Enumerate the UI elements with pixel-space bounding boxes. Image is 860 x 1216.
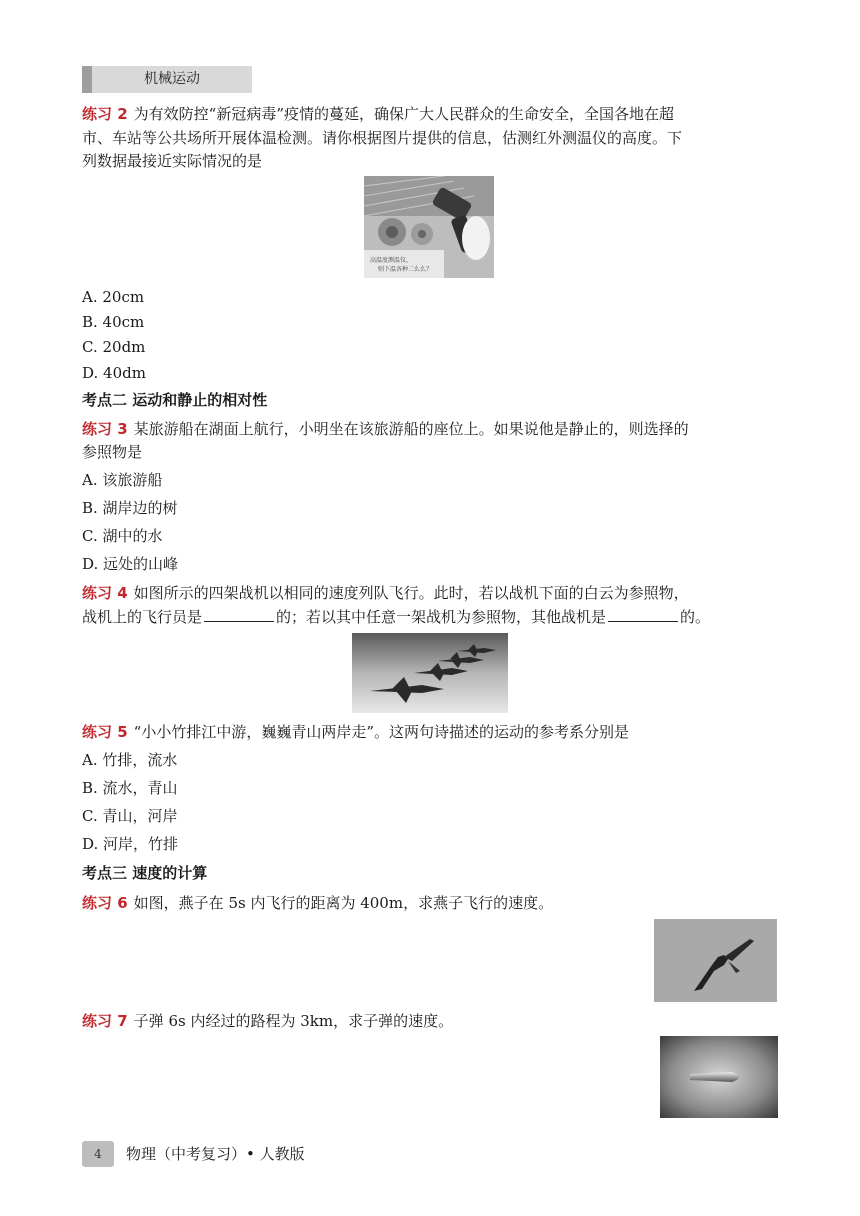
ex3-option-b: B. 湖岸边的树 [82,499,178,517]
page-number: 4 [94,1147,102,1161]
photo-caption-2: 则下温各种二么么？ [378,266,433,273]
ex3-line2: 参照物是 [82,443,143,461]
ex7-line1 [82,1010,782,1032]
swallow-illustration [654,919,777,1002]
thermometer-photo [364,176,494,278]
bullet-photo [660,1036,778,1118]
page-number-box [82,1141,114,1167]
ex6-label: 练习 6 [82,894,128,912]
ex4-line2 [82,605,782,628]
ex5-label: 练习 5 [82,723,128,741]
ex3-text-1: 某旅游船在湖面上航行，小明坐在该旅游船的座位上。如果说他是静止的，则选择的 [133,420,689,438]
section2-title: 考点二 运动和静止的相对性 [82,391,268,409]
ex4-text-2c: 的。 [680,608,711,626]
ex4-label: 练习 4 [82,584,128,602]
photo-caption-1: 高温度测温仪， [370,257,413,264]
chapter-header-tab [82,66,252,93]
ex2-option-b: B. 40cm [82,313,145,331]
ex5-option-d: D. 河岸，竹排 [82,835,179,853]
ex4-text-2b: 的；若以其中任意一架战机为参照物，其他战机是 [276,608,607,626]
ex2-option-c: C. 20dm [82,338,146,356]
ex2-option-d: D. 40dm [82,364,146,382]
ex5-option-c: C. 青山，河岸 [82,807,178,825]
book-title: 物理（中考复习）• 人教版 [126,1145,305,1163]
ex7-text-1: 子弹 6s 内经过的路程为 3km，求子弹的速度。 [133,1012,454,1030]
chapter-title: 机械运动 [144,71,200,87]
answer-blank-1[interactable] [204,605,274,622]
ex5-text-1: “小小竹排江中游，巍巍青山两岸走”。这两句诗描述的运动的参考系分别是 [133,723,630,741]
ex3-label: 练习 3 [82,420,128,438]
fighter-jets-photo [352,633,508,713]
ex2-line2: 市、车站等公共场所开展体温检测。请你根据图片提供的信息，估测红外测温仪的高度。下 [82,129,683,147]
ex2-text-1: 为有效防控“新冠病毒”疫情的蔓延，确保广大人民群众的生命安全，全国各地在超 [133,105,675,123]
ex4-text-1: 如图所示的四架战机以相同的速度列队飞行。此时，若以战机下面的白云为参照物， [133,584,689,602]
ex3-option-a: A. 该旅游船 [82,471,163,489]
ex3-option-c: C. 湖中的水 [82,527,163,545]
fighter-jets-illustration [352,633,508,713]
ex2-line3: 列数据最接近实际情况的是 [82,152,263,170]
ex7-label: 练习 7 [82,1012,128,1030]
ex4-line1 [82,582,782,604]
ex5-line1 [82,721,782,743]
ex3-line1 [82,418,782,440]
ex3-option-d: D. 远处的山峰 [82,555,179,573]
ex2-label: 练习 2 [82,105,128,123]
ex5-option-a: A. 竹排，流水 [82,751,178,769]
section3-title: 考点三 速度的计算 [82,864,208,882]
swallow-photo [654,919,777,1002]
bullet-illustration [660,1036,778,1118]
thermometer-illustration [364,176,494,278]
answer-blank-2[interactable] [608,605,678,622]
ex6-line1 [82,892,782,914]
ex6-text-1: 如图，燕子在 5s 内飞行的距离为 400m，求燕子飞行的速度。 [133,894,554,912]
ex2-option-a: A. 20cm [82,288,145,306]
ex5-option-b: B. 流水，青山 [82,779,178,797]
ex2-line1 [82,103,782,125]
ex4-text-2a: 战机上的飞行员是 [82,608,203,626]
